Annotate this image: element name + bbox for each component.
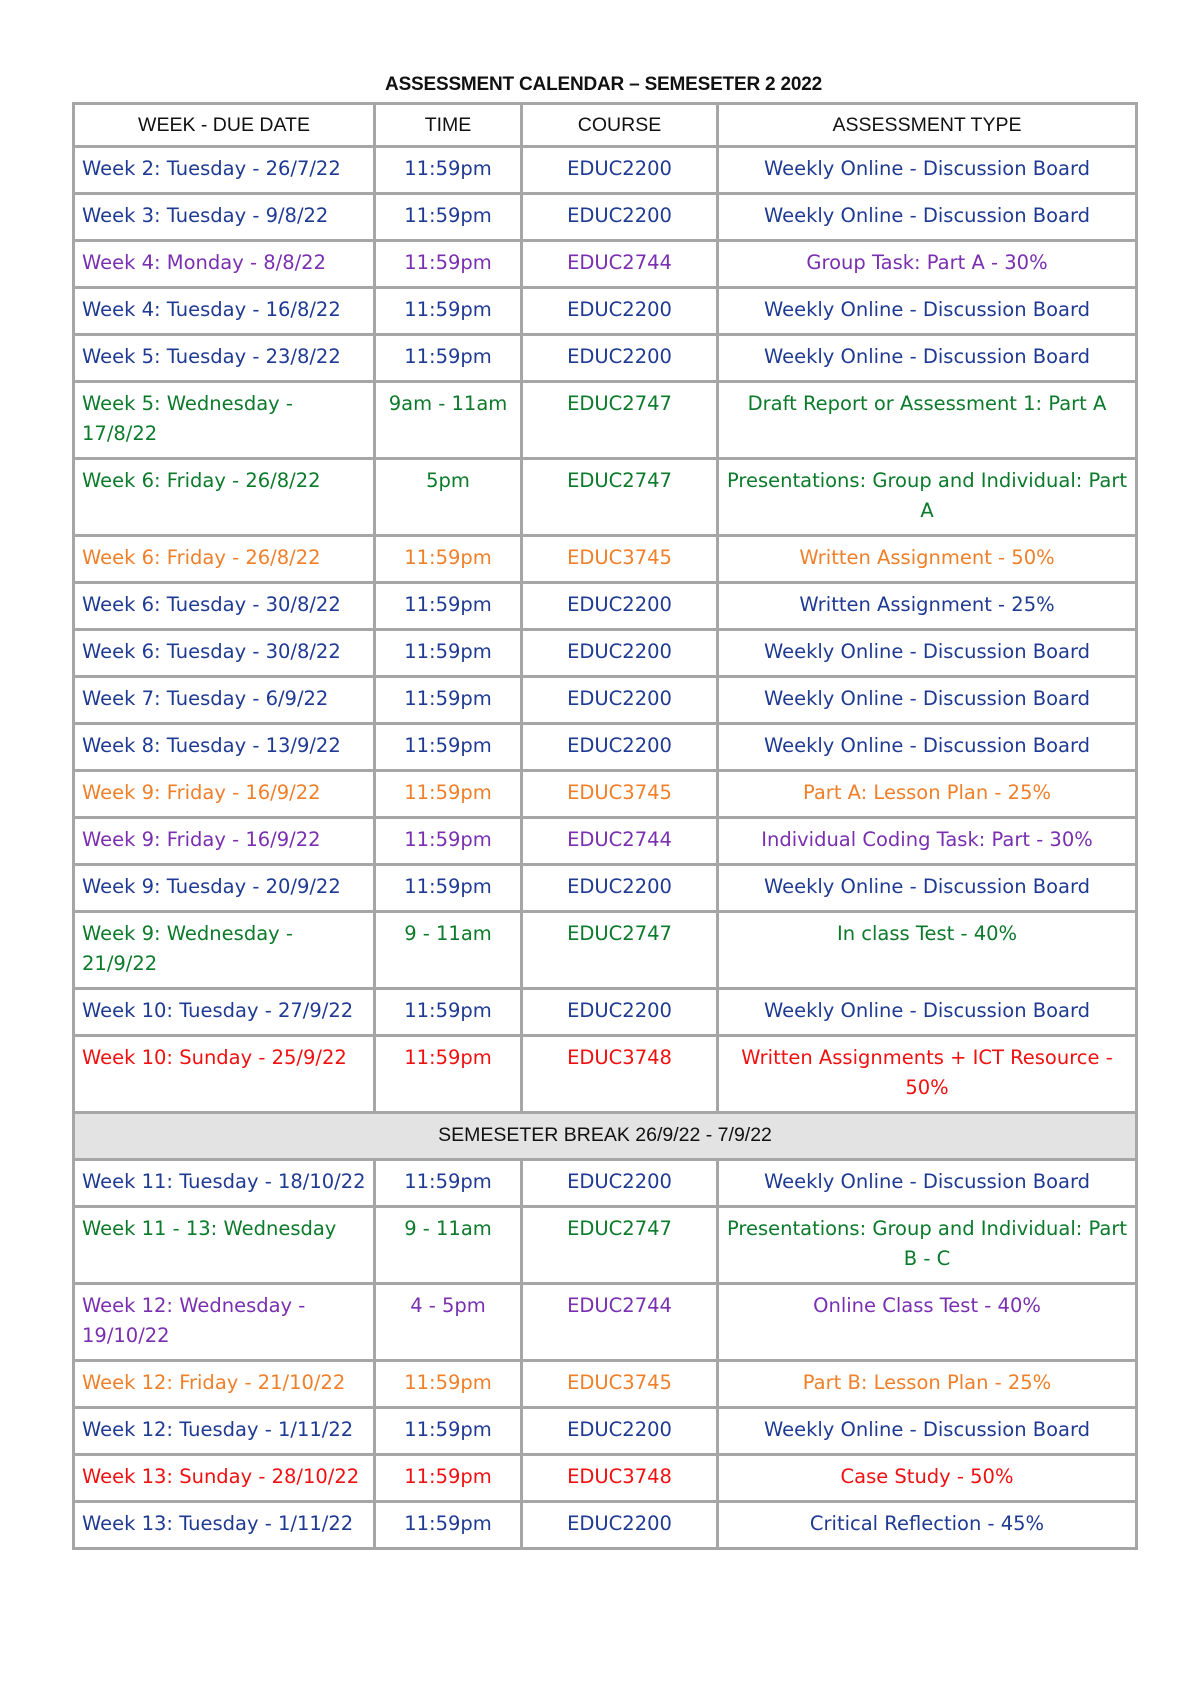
cell-week-due-date: Week 10: Tuesday - 27/9/22 [74, 989, 375, 1036]
cell-week-due-date: Week 9: Friday - 16/9/22 [74, 818, 375, 865]
cell-assessment-type: Group Task: Part A - 30% [718, 241, 1137, 288]
cell-assessment-type: Weekly Online - Discussion Board [718, 194, 1137, 241]
cell-course: EDUC2747 [522, 912, 718, 989]
column-header-course: COURSE [522, 104, 718, 147]
cell-course: EDUC2200 [522, 865, 718, 912]
cell-assessment-type: Individual Coding Task: Part - 30% [718, 818, 1137, 865]
cell-time: 4 - 5pm [375, 1284, 522, 1361]
cell-course: EDUC2200 [522, 194, 718, 241]
cell-week-due-date: Week 12: Wednesday - 19/10/22 [74, 1284, 375, 1361]
table-row [74, 459, 1137, 536]
cell-course: EDUC2747 [522, 1207, 718, 1284]
cell-assessment-type: Weekly Online - Discussion Board [718, 1408, 1137, 1455]
table-row [74, 677, 1137, 724]
cell-time: 9 - 11am [375, 1207, 522, 1284]
cell-assessment-type: Part B: Lesson Plan - 25% [718, 1361, 1137, 1408]
table-row [74, 1408, 1137, 1455]
cell-course: EDUC2200 [522, 989, 718, 1036]
table-row [74, 1160, 1137, 1207]
table-row [74, 1455, 1137, 1502]
cell-course: EDUC2744 [522, 241, 718, 288]
cell-week-due-date: Week 4: Tuesday - 16/8/22 [74, 288, 375, 335]
cell-week-due-date: Week 9: Tuesday - 20/9/22 [74, 865, 375, 912]
cell-assessment-type: Draft Report or Assessment 1: Part A [718, 382, 1137, 459]
table-row [74, 1284, 1137, 1361]
semester-break-label: SEMESETER BREAK 26/9/22 - 7/9/22 [74, 1113, 1137, 1160]
table-row [74, 382, 1137, 459]
column-header-assessment-type: ASSESSMENT TYPE [718, 104, 1137, 147]
assessment-calendar-table [72, 102, 1138, 1550]
cell-assessment-type: Presentations: Group and Individual: Part A [718, 459, 1137, 536]
cell-course: EDUC3745 [522, 536, 718, 583]
cell-time: 11:59pm [375, 288, 522, 335]
cell-course: EDUC2200 [522, 288, 718, 335]
cell-time: 11:59pm [375, 1408, 522, 1455]
cell-assessment-type: Weekly Online - Discussion Board [718, 288, 1137, 335]
cell-course: EDUC2200 [522, 677, 718, 724]
table-row [74, 912, 1137, 989]
header-row [74, 104, 1137, 147]
table-body [74, 147, 1137, 1549]
cell-course: EDUC2200 [522, 1408, 718, 1455]
cell-week-due-date: Week 2: Tuesday - 26/7/22 [74, 147, 375, 194]
cell-assessment-type: Presentations: Group and Individual: Part B - C [718, 1207, 1137, 1284]
cell-week-due-date: Week 8: Tuesday - 13/9/22 [74, 724, 375, 771]
cell-assessment-type: Written Assignment - 50% [718, 536, 1137, 583]
column-header-week: WEEK - DUE DATE [74, 104, 375, 147]
cell-course: EDUC2747 [522, 459, 718, 536]
cell-course: EDUC2200 [522, 630, 718, 677]
table-row [74, 288, 1137, 335]
cell-week-due-date: Week 6: Tuesday - 30/8/22 [74, 583, 375, 630]
cell-week-due-date: Week 12: Tuesday - 1/11/22 [74, 1408, 375, 1455]
cell-week-due-date: Week 4: Monday - 8/8/22 [74, 241, 375, 288]
cell-time: 11:59pm [375, 865, 522, 912]
table-row [74, 147, 1137, 194]
page-title: ASSESSMENT CALENDAR – SEMESETER 2 2022 [385, 74, 822, 95]
cell-assessment-type: Weekly Online - Discussion Board [718, 1160, 1137, 1207]
cell-course: EDUC2200 [522, 335, 718, 382]
cell-time: 11:59pm [375, 818, 522, 865]
cell-assessment-type: In class Test - 40% [718, 912, 1137, 989]
table-row [74, 1036, 1137, 1113]
cell-time: 11:59pm [375, 1036, 522, 1113]
cell-week-due-date: Week 9: Wednesday - 21/9/22 [74, 912, 375, 989]
cell-week-due-date: Week 12: Friday - 21/10/22 [74, 1361, 375, 1408]
cell-course: EDUC3745 [522, 1361, 718, 1408]
cell-course: EDUC2200 [522, 724, 718, 771]
cell-assessment-type: Case Study - 50% [718, 1455, 1137, 1502]
cell-time: 11:59pm [375, 194, 522, 241]
cell-time: 11:59pm [375, 583, 522, 630]
cell-week-due-date: Week 6: Tuesday - 30/8/22 [74, 630, 375, 677]
cell-assessment-type: Weekly Online - Discussion Board [718, 630, 1137, 677]
cell-course: EDUC3748 [522, 1455, 718, 1502]
cell-week-due-date: Week 6: Friday - 26/8/22 [74, 536, 375, 583]
cell-time: 11:59pm [375, 771, 522, 818]
cell-week-due-date: Week 11 - 13: Wednesday [74, 1207, 375, 1284]
cell-assessment-type: Weekly Online - Discussion Board [718, 989, 1137, 1036]
table-row [74, 771, 1137, 818]
cell-time: 11:59pm [375, 147, 522, 194]
cell-time: 11:59pm [375, 677, 522, 724]
semester-break-row [74, 1113, 1137, 1160]
table-row [74, 536, 1137, 583]
cell-assessment-type: Weekly Online - Discussion Board [718, 677, 1137, 724]
table-row [74, 724, 1137, 771]
cell-time: 11:59pm [375, 536, 522, 583]
table-row [74, 1502, 1137, 1549]
table-row [74, 989, 1137, 1036]
table-row [74, 583, 1137, 630]
cell-assessment-type: Critical Reflection - 45% [718, 1502, 1137, 1549]
table-row [74, 194, 1137, 241]
cell-course: EDUC3748 [522, 1036, 718, 1113]
cell-week-due-date: Week 5: Tuesday - 23/8/22 [74, 335, 375, 382]
cell-time: 11:59pm [375, 1502, 522, 1549]
cell-time: 11:59pm [375, 1455, 522, 1502]
cell-course: EDUC2744 [522, 818, 718, 865]
column-header-time: TIME [375, 104, 522, 147]
table-row [74, 241, 1137, 288]
table-row [74, 865, 1137, 912]
cell-week-due-date: Week 5: Wednesday - 17/8/22 [74, 382, 375, 459]
table-row [74, 818, 1137, 865]
table-row [74, 335, 1137, 382]
cell-course: EDUC2744 [522, 1284, 718, 1361]
cell-week-due-date: Week 7: Tuesday - 6/9/22 [74, 677, 375, 724]
cell-time: 11:59pm [375, 335, 522, 382]
cell-time: 11:59pm [375, 1160, 522, 1207]
cell-time: 5pm [375, 459, 522, 536]
table-row [74, 1361, 1137, 1408]
cell-week-due-date: Week 3: Tuesday - 9/8/22 [74, 194, 375, 241]
cell-course: EDUC2200 [522, 1160, 718, 1207]
cell-week-due-date: Week 6: Friday - 26/8/22 [74, 459, 375, 536]
table-row [74, 630, 1137, 677]
cell-course: EDUC2200 [522, 583, 718, 630]
cell-assessment-type: Weekly Online - Discussion Board [718, 335, 1137, 382]
cell-course: EDUC2200 [522, 1502, 718, 1549]
cell-time: 9 - 11am [375, 912, 522, 989]
cell-assessment-type: Part A: Lesson Plan - 25% [718, 771, 1137, 818]
cell-time: 11:59pm [375, 724, 522, 771]
cell-week-due-date: Week 13: Sunday - 28/10/22 [74, 1455, 375, 1502]
cell-week-due-date: Week 13: Tuesday - 1/11/22 [74, 1502, 375, 1549]
cell-assessment-type: Weekly Online - Discussion Board [718, 147, 1137, 194]
cell-time: 11:59pm [375, 630, 522, 677]
cell-time: 11:59pm [375, 1361, 522, 1408]
cell-time: 11:59pm [375, 241, 522, 288]
cell-course: EDUC2200 [522, 147, 718, 194]
cell-week-due-date: Week 9: Friday - 16/9/22 [74, 771, 375, 818]
cell-course: EDUC3745 [522, 771, 718, 818]
cell-assessment-type: Online Class Test - 40% [718, 1284, 1137, 1361]
cell-assessment-type: Written Assignment - 25% [718, 583, 1137, 630]
cell-assessment-type: Weekly Online - Discussion Board [718, 865, 1137, 912]
cell-assessment-type: Weekly Online - Discussion Board [718, 724, 1137, 771]
cell-time: 11:59pm [375, 989, 522, 1036]
table-row [74, 1207, 1137, 1284]
cell-week-due-date: Week 11: Tuesday - 18/10/22 [74, 1160, 375, 1207]
cell-course: EDUC2747 [522, 382, 718, 459]
cell-time: 9am - 11am [375, 382, 522, 459]
cell-week-due-date: Week 10: Sunday - 25/9/22 [74, 1036, 375, 1113]
cell-assessment-type: Written Assignments + ICT Resource - 50% [718, 1036, 1137, 1113]
